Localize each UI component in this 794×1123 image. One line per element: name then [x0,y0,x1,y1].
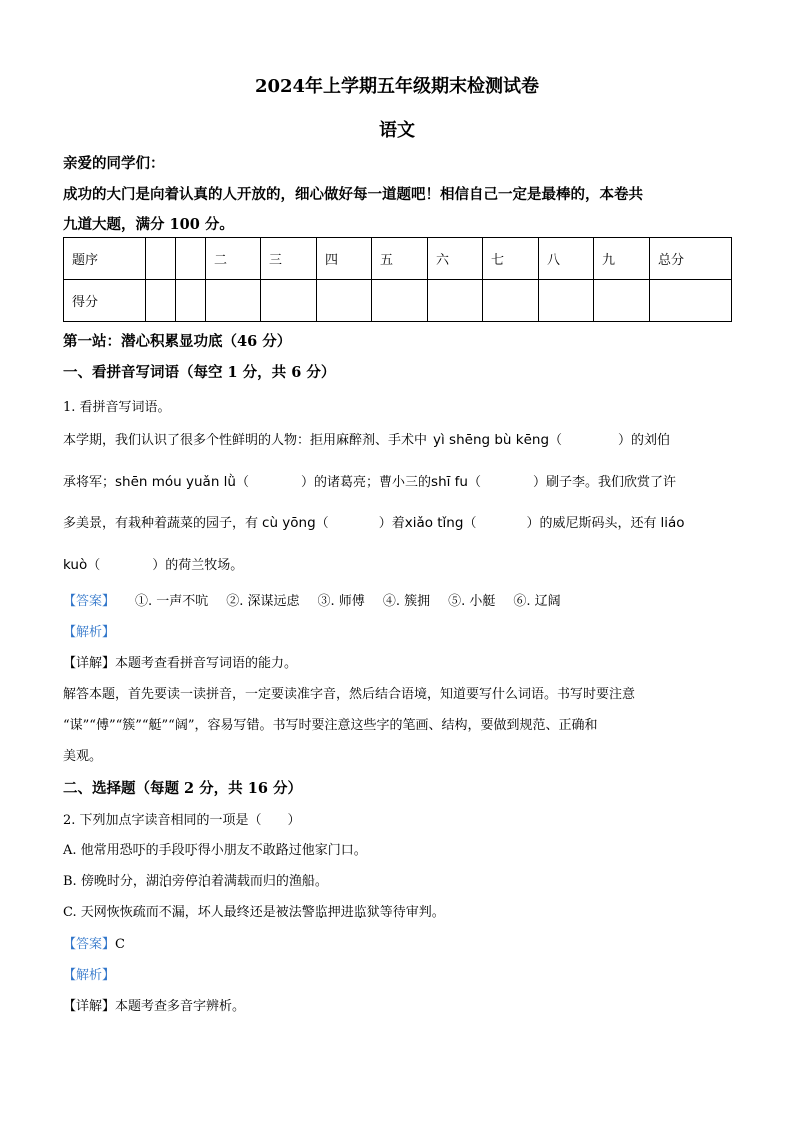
greeting: 亲爱的同学们： [63,155,165,172]
passage-line-2 [63,471,676,490]
detail-text: 本题考查看拼音写词语的能力。 [115,656,298,671]
score-input-cell[interactable] [317,280,372,322]
score-input-cell[interactable] [539,280,594,322]
pinyin: xiǎo tǐng [404,515,464,531]
detail-line-1 [63,652,297,671]
subject-title: 语文 [379,120,415,141]
pinyin: yì shēng bù kēng [433,432,550,448]
answer-line-1 [63,590,579,609]
table-cell: 四 [317,238,372,280]
bracket-open: （ [315,516,329,531]
detail-line-2 [63,995,245,1014]
answer-line-2 [63,933,125,952]
option-a[interactable] [63,839,367,858]
answer-item: ④. 簇拥 [382,594,431,609]
table-cell: 二 [206,238,261,280]
passage-text: ）的诸葛亮；曹小三的 [301,475,432,490]
explain-line-1: 解答本题，首先要读一读拼音，一定要读准字音，然后结合语境，知道要写什么词语。书写时要注意 [63,687,636,702]
answer-item: ①. 一声不吭 [135,594,209,609]
answer-tag: 【答案】 [63,937,116,952]
bracket-open: （ [87,558,101,573]
score-input-cell[interactable] [483,280,539,322]
score-input-cell[interactable] [594,280,650,322]
pinyin: liáo [660,515,685,531]
analysis-tag-1: 【解析】 [63,625,116,640]
table-cell [176,238,206,280]
passage-text: 承将军； [63,475,116,490]
part-1-heading: 一、看拼音写词语（每空 1 分，共 6 分） [63,364,336,381]
option-c[interactable] [63,901,445,920]
detail-text: 本题考查多音字辨析。 [115,999,246,1014]
score-input-cell[interactable] [261,280,317,322]
bracket-open: （ [463,516,477,531]
intro-line-2: 九道大题，满分 100 分。 [63,216,234,233]
passage-text: ）的威尼斯码头，还有 [526,516,657,531]
passage-line-4 [63,554,243,573]
option-text: 的手段 [145,843,185,858]
table-cell: 得分 [64,280,146,322]
table-cell: 九 [594,238,650,280]
pinyin: kuò [63,557,88,573]
option-text: A. 他常用恐 [63,843,133,858]
passage-text: ）的荷兰牧场。 [152,558,244,573]
dotted-char: 泊 [197,874,211,889]
table-cell: 题序 [64,238,146,280]
bracket-open: （ [467,475,481,490]
dotted-char: 监 [353,905,367,920]
question-1-label: 1. 看拼音写词语。 [63,400,171,415]
passage-text: 本学期，我们认识了很多个性鲜明的人物：拒用麻醉剂、手术中 [63,433,428,448]
dotted-char: 吓 [184,843,198,858]
part-2-heading: 二、选择题（每题 2 分，共 16 分） [63,780,302,797]
dotted-char: 监 [314,905,328,920]
table-cell: 总分 [650,238,732,280]
pinyin: shēn móu yuǎn lǜ [115,474,236,490]
option-text: 旁停 [171,874,198,889]
pinyin: cù yōng [262,515,316,531]
pinyin: shī fu [431,474,468,490]
answer-item: ⑥. 辽阔 [513,594,561,609]
table-cell: 七 [483,238,539,280]
score-table-header-row [64,238,732,280]
table-cell: 六 [428,238,483,280]
option-text: 得小朋友不敢路过他家门口。 [197,843,367,858]
exam-title: 2024年上学期五年级期末检测试卷 [254,76,540,97]
answer-item: ③. 师傅 [317,594,365,609]
option-b[interactable] [63,870,328,889]
passage-text: ）着 [378,516,405,531]
question-2-stem: 2. 下列加点字读音相同的一项是（ ） [63,813,301,828]
answer-tag: 【答案】 [63,594,116,609]
table-cell: 八 [539,238,594,280]
score-input-cell[interactable] [650,280,732,322]
passage-text: ）的刘伯 [618,433,671,448]
score-input-cell[interactable] [146,280,176,322]
explain-line-3: 美观。 [63,749,103,764]
bracket-open: （ [549,433,563,448]
table-cell [146,238,176,280]
table-cell: 五 [372,238,428,280]
dotted-char: 泊 [158,874,172,889]
option-text: B. 傍晚时分，湖 [63,874,159,889]
section-1-heading: 第一站：潜心积累显功底（46 分） [63,333,292,350]
detail-tag: 【详解】 [63,656,116,671]
passage-line-3 [63,512,685,531]
passage-text: ）刷子李。我们欣赏了许 [533,475,677,490]
score-input-cell[interactable] [428,280,483,322]
bracket-open: （ [236,475,250,490]
explain-line-2: “谋”“傅”“簇”“艇”“阔”，容易写错。书写时要注意这些字的笔画、结构，要做到规范、正确和 [63,718,598,733]
passage-text: 多美景，有栽种着蔬菜的园子，有 [63,516,259,531]
dotted-char: 吓 [132,843,146,858]
passage-line-1 [63,429,670,448]
score-input-cell[interactable] [206,280,261,322]
analysis-tag-2: 【解析】 [63,968,116,983]
table-cell: 三 [261,238,317,280]
option-text: 狱等待审判。 [366,905,445,920]
score-input-cell[interactable] [372,280,428,322]
score-table [63,237,732,322]
intro-line-1: 成功的大门是向着认真的人开放的，细心做好每一道题吧！相信自己一定是最棒的，本卷共 [63,186,643,203]
answer-item: ⑤. 小艇 [448,594,496,609]
detail-tag: 【详解】 [63,999,116,1014]
answer-item: ②. 深谋远虑 [226,594,300,609]
score-input-cell[interactable] [176,280,206,322]
option-text: C. 天网恢恢疏而不漏，坏人最终还是被法警 [63,905,315,920]
score-table-score-row [64,280,732,322]
option-text: 着满载而归的渔船。 [210,874,328,889]
option-text: 押进 [327,905,354,920]
answer-value: C [115,937,125,952]
